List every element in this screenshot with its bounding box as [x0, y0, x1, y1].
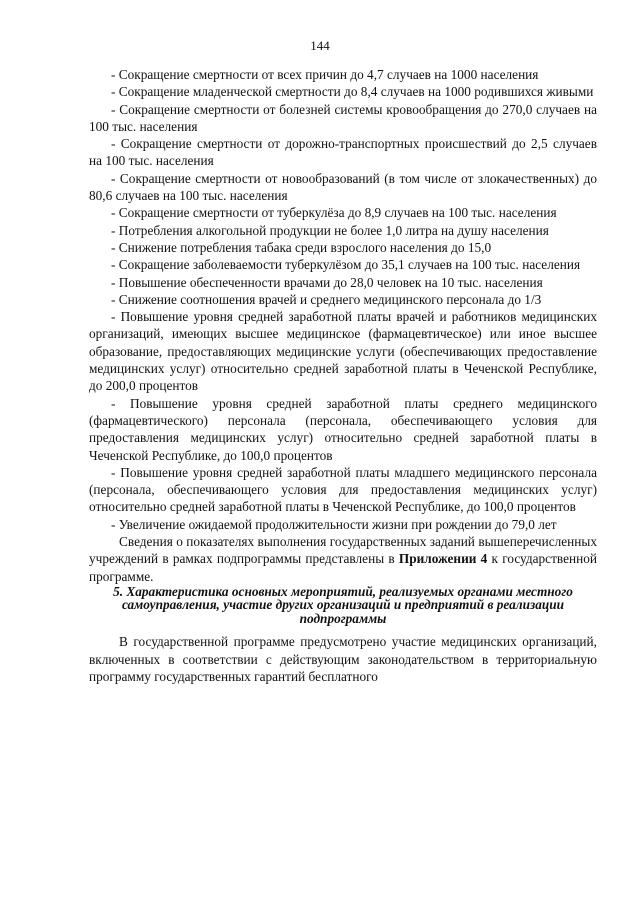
- list-item: - Сокращение смертности от туберкулёза до 8,9 случаев на 100 тыс. населения: [111, 205, 557, 221]
- indicator-list: [89, 66, 597, 533]
- page-content: [89, 66, 597, 685]
- list-item: - Сокращение смертности от болезней системы кровообращения до 270,0 случаев на 100 тыс. населения: [89, 101, 597, 134]
- info-paragraph-text: Сведения о показателях выполнения государственных заданий вышеперечисленных учреждений в рамках подпрограммы представлены в: [89, 534, 597, 567]
- page-number: 144: [310, 38, 330, 53]
- list-item: - Повышение уровня средней заработной платы среднего медицинского (фармацевтического) персонала (персонала, обеспечивающего условия для предоставления медицинских услуг) относительно средней заработной платы в Чеченской Республике, до 100,0 процентов: [89, 395, 597, 463]
- list-item: - Сокращение смертности от дорожно-транспортных происшествий до 2,5 случаев на 100 тыс. населения: [89, 136, 597, 169]
- list-item: - Снижение соотношения врачей и среднего медицинского персонала до 1/3: [111, 291, 542, 307]
- list-item: - Потребления алкогольной продукции не более 1,0 литра на душу населения: [111, 222, 549, 238]
- info-paragraph: [89, 533, 597, 585]
- section-heading: 5. Характеристика основных мероприятий, реализуемых органами местного самоуправления, участие других организаций и предприятий в реализации подпрограммы: [113, 583, 573, 626]
- list-item: - Сокращение младенческой смертности до 8,4 случаев на 1000 родившихся живыми: [111, 84, 594, 100]
- section-paragraph: В государственной программе предусмотрено участие медицинских организаций, включенных в соответствии с действующим законодательством в территориальную программу государственных гарантий бесплатного: [89, 634, 597, 684]
- list-item: - Сокращение смертности от всех причин до 4,7 случаев на 1000 населения: [111, 67, 539, 82]
- list-item: - Повышение уровня средней заработной платы младшего медицинского персонала (персонала, обеспечивающего условия для предоставления медицинских услуг) относительно средней заработной платы в Чеченской Республике, до 100,0 процентов: [89, 464, 597, 515]
- list-item: - Сокращение заболеваемости туберкулёзом до 35,1 случаев на 100 тыс. населения: [111, 257, 581, 273]
- appendix-reference: Приложении 4: [398, 551, 488, 567]
- list-item: - Повышение уровня средней заработной платы врачей и работников медицинских организаций, имеющих высшее медицинское (фармацевтическое) или иное высшее образование, предоставляющих медицинские услуги (обеспечивающих предоставление медицинских услуг) относительно средней заработной платы в Чеченской Республике, до 200,0 процентов: [89, 309, 597, 394]
- list-item: - Снижение потребления табака среди взрослого населения до 15,0: [111, 239, 492, 255]
- list-item: - Увеличение ожидаемой продолжительности жизни при рождении до 79,0 лет: [111, 516, 557, 532]
- info-paragraph-ending: к государственной программе.: [89, 551, 597, 584]
- list-item: - Повышение обеспеченности врачами до 28,0 человек на 10 тыс. населения: [111, 274, 543, 290]
- list-item: - Сокращение смертности от новообразований (в том числе от злокачественных) до 80,6 случаев на 100 тыс. населения: [89, 170, 597, 204]
